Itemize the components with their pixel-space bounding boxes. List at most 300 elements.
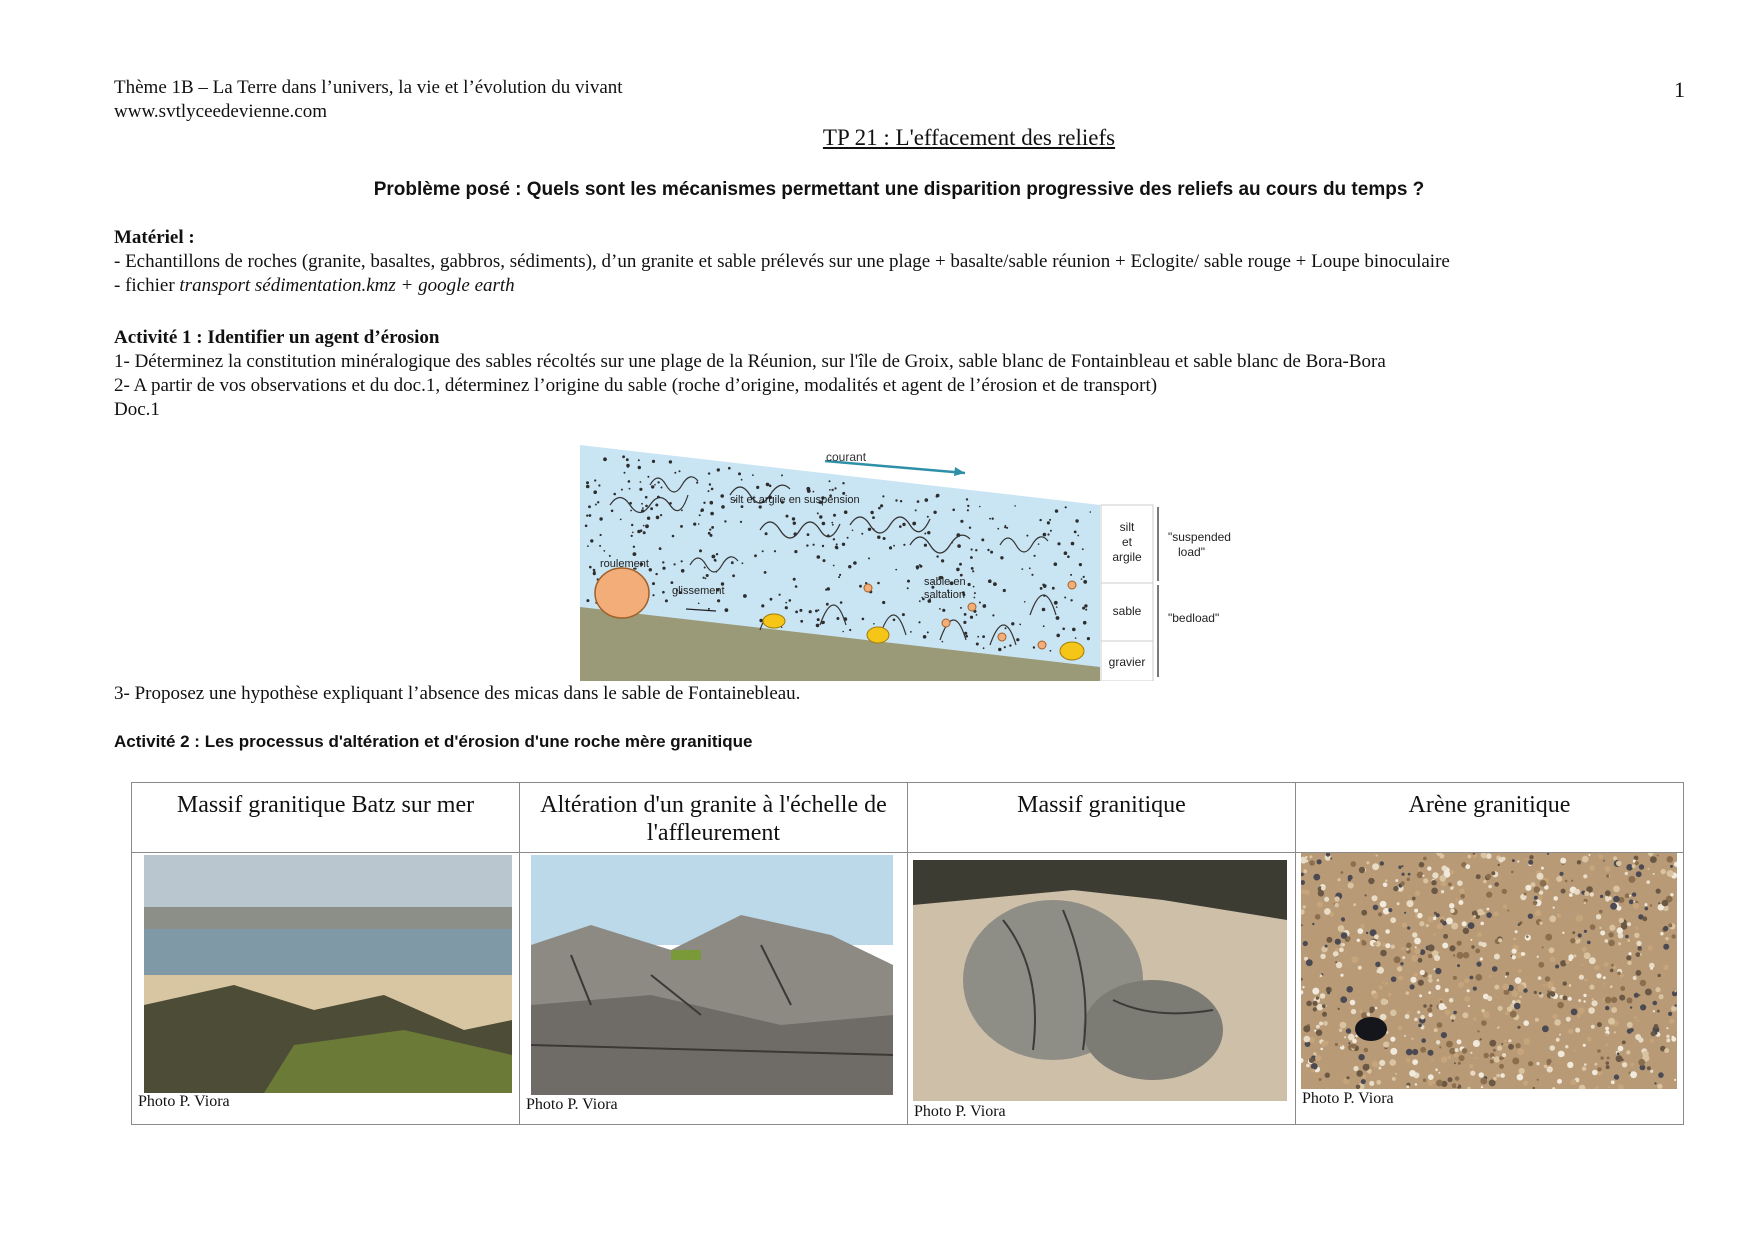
suspended-particle — [1054, 562, 1058, 566]
suspended-particle — [979, 506, 981, 508]
sand-grain — [1477, 1030, 1479, 1032]
suspended-particle — [1065, 506, 1067, 508]
sand-grain — [1364, 1048, 1369, 1053]
sand-grain — [1321, 886, 1326, 891]
sand-grain — [1665, 937, 1668, 940]
sand-grain — [1618, 942, 1621, 945]
suspended-particle — [721, 505, 725, 509]
suspended-particle — [1006, 527, 1008, 529]
sand-grain — [1306, 959, 1313, 966]
sand-grain — [1467, 989, 1470, 992]
sand-grain — [1555, 965, 1559, 969]
suspended-particle — [849, 629, 851, 631]
sand-grain — [1517, 1026, 1520, 1029]
sand-grain — [1470, 1071, 1475, 1076]
sand-grain — [1557, 1079, 1562, 1084]
sand-grain — [1428, 1080, 1431, 1083]
sand-grain — [1512, 955, 1516, 959]
suspended-particle — [839, 574, 841, 576]
sand-grain — [1414, 1018, 1418, 1022]
suspended-particle — [709, 483, 711, 485]
suspended-particle — [1056, 616, 1060, 620]
sand-grain — [1538, 962, 1544, 968]
sand-grain — [1459, 889, 1464, 894]
sand-grain — [1657, 1084, 1662, 1089]
sand-grain — [1528, 1061, 1533, 1066]
sand-grain — [1481, 1020, 1487, 1026]
sand-grain — [1335, 1043, 1338, 1046]
suspended-particle — [853, 561, 857, 565]
sand-grain — [1439, 1046, 1441, 1048]
suspended-particle — [870, 511, 873, 514]
sand-grain — [1402, 956, 1405, 959]
sand-grain — [1322, 1004, 1326, 1008]
sand-grain — [1431, 1059, 1433, 1061]
sand-grain — [1378, 1067, 1381, 1070]
suspended-particle — [756, 486, 759, 489]
suspended-particle — [633, 546, 635, 548]
photo-harbour-water — [144, 929, 512, 975]
sand-grain — [1412, 932, 1417, 937]
suspended-particle — [877, 582, 880, 585]
sand-grain — [1473, 1040, 1480, 1047]
suspended-particle — [680, 525, 683, 528]
sand-grain — [1578, 933, 1582, 937]
sand-grain — [1568, 997, 1572, 1001]
suspended-particle — [660, 514, 662, 516]
pebble — [867, 627, 889, 643]
sand-grain — [1494, 882, 1499, 887]
suspended-particle — [703, 577, 705, 579]
sand-grain — [1334, 896, 1339, 901]
sand-grain — [1313, 1001, 1318, 1006]
sand-grain — [1365, 894, 1367, 896]
sand-grain — [1504, 1044, 1507, 1047]
sand-grain — [1412, 1059, 1418, 1065]
suspended-particle — [593, 572, 596, 575]
sand-grain — [1441, 890, 1444, 893]
sand-grain — [1662, 900, 1669, 907]
sand-grain — [1372, 1061, 1379, 1068]
sand-grain — [1658, 974, 1661, 977]
sand-grain — [1415, 891, 1420, 896]
materiel-line-2-file: transport sédimentation.kmz + google earth — [179, 275, 515, 296]
sand-grain — [1376, 1080, 1381, 1085]
sand-grain — [1414, 948, 1420, 954]
suspended-particle — [861, 533, 863, 535]
sand-grain — [1565, 1045, 1568, 1048]
sand-grain — [1577, 1014, 1580, 1017]
suspended-particle — [708, 472, 710, 474]
sand-grain — [1508, 1039, 1511, 1042]
website-link[interactable]: www.svtlyceedevienne.com — [114, 101, 327, 122]
sand-grain — [1534, 886, 1540, 892]
sand-grain — [1348, 882, 1354, 888]
sand-grain — [1453, 976, 1457, 980]
sand-grain — [1551, 987, 1556, 992]
sand-grain — [1547, 1059, 1552, 1064]
sand-grain — [1590, 924, 1596, 930]
sand-grain — [1505, 976, 1507, 978]
sand-grain — [1654, 1024, 1659, 1029]
suspended-particle — [1043, 533, 1047, 537]
sand-grain — [1417, 872, 1424, 879]
sand-grain — [1568, 954, 1573, 959]
suspended-particle — [882, 601, 885, 604]
sand-grain — [1599, 927, 1601, 929]
sand-grain — [1515, 977, 1522, 984]
sand-grain — [1412, 1049, 1418, 1055]
sand-grain — [1610, 986, 1612, 988]
sand-grain — [1381, 999, 1388, 1006]
sand-grain — [1463, 928, 1469, 934]
suspended-particle — [1039, 519, 1041, 521]
suspended-particle — [971, 567, 974, 570]
suspended-particle — [969, 527, 971, 529]
suspended-particle — [761, 604, 764, 607]
sand-grain — [1406, 948, 1409, 951]
sand-grain — [1407, 878, 1410, 881]
sand-grain — [1492, 1056, 1494, 1058]
sand-grain — [1526, 935, 1529, 938]
sand-grain — [1559, 872, 1563, 876]
sand-grain — [1583, 874, 1587, 878]
sand-grain — [1436, 913, 1440, 917]
suspended-particle — [793, 578, 796, 581]
sand-grain — [1657, 855, 1659, 857]
sand-grain — [1563, 996, 1568, 1001]
sand-grain — [1639, 948, 1642, 951]
sand-grain — [1494, 1056, 1500, 1062]
sand-grain — [1512, 859, 1515, 862]
sand-grain — [1599, 855, 1603, 859]
suspended-particle — [785, 602, 787, 604]
sand-grain — [1379, 986, 1383, 990]
sand-grain — [1420, 1015, 1425, 1020]
sand-grain — [1608, 1018, 1615, 1025]
sand-grain — [1414, 973, 1418, 977]
suspended-particle — [1052, 587, 1055, 590]
sand-grain — [1508, 1044, 1514, 1050]
sand-grain — [1592, 1070, 1598, 1076]
sand-grain — [1439, 854, 1444, 859]
sand-grain — [942, 619, 950, 627]
sand-grain — [1565, 880, 1568, 883]
sand-grain — [1449, 903, 1454, 908]
suspended-particle — [983, 604, 987, 608]
sand-grain — [1346, 936, 1351, 941]
sand-grain — [1536, 1062, 1539, 1065]
sand-grain — [1440, 919, 1444, 923]
suspended-particle — [902, 613, 905, 616]
suspended-particle — [593, 569, 596, 572]
suspended-particle — [638, 459, 640, 461]
sand-grain — [1611, 997, 1617, 1003]
sand-grain — [1356, 1085, 1361, 1090]
sand-grain — [1510, 1011, 1517, 1018]
sand-grain — [1638, 994, 1640, 996]
suspended-particle — [976, 643, 979, 646]
suspended-particle — [868, 528, 871, 531]
sand-grain — [1423, 878, 1428, 883]
suspended-particle — [1050, 530, 1052, 532]
sand-grain — [1645, 903, 1648, 906]
sand-grain — [1608, 940, 1615, 947]
suspended-particle — [817, 512, 819, 514]
sand-grain — [1326, 937, 1332, 943]
sand-grain — [1481, 1086, 1483, 1088]
sand-grain — [1529, 855, 1533, 859]
suspended-particle — [1070, 599, 1072, 601]
suspended-particle — [662, 591, 665, 594]
sand-grain — [1605, 890, 1611, 896]
sand-grain — [1415, 1083, 1417, 1085]
sand-grain — [1667, 870, 1674, 877]
sand-grain — [1402, 922, 1407, 927]
suspended-particle — [681, 569, 685, 573]
suspended-particle — [655, 504, 658, 507]
sand-grain — [1544, 1065, 1547, 1068]
suspended-particle — [1083, 576, 1085, 578]
roulement-label: roulement — [600, 558, 649, 570]
sand-grain — [1621, 1058, 1624, 1061]
suspended-particle — [698, 523, 700, 525]
sand-grain — [1426, 924, 1429, 927]
suspended-particle — [842, 631, 844, 633]
sand-grain — [1583, 994, 1586, 997]
suspended-particle — [1026, 535, 1028, 537]
sand-grain — [1304, 890, 1309, 895]
sand-grain — [1645, 989, 1652, 996]
sand-grain — [1653, 1010, 1655, 1012]
sand-grain — [1597, 1049, 1601, 1053]
suspended-particle — [840, 601, 843, 604]
sand-grain — [1582, 1066, 1587, 1071]
sand-grain — [1473, 1017, 1476, 1020]
sand-grain — [1549, 947, 1555, 953]
suspended-particle — [1011, 622, 1014, 625]
sand-grain — [1538, 895, 1543, 900]
sand-grain — [1484, 1053, 1489, 1058]
suspended-particle — [900, 500, 902, 502]
suspended-particle — [681, 510, 683, 512]
sand-grain — [1642, 916, 1647, 921]
sand-grain — [1646, 880, 1650, 884]
suspended-particle — [599, 545, 601, 547]
sand-grain — [1547, 1066, 1553, 1072]
sand-grain — [1455, 1076, 1460, 1081]
sand-grain — [1626, 1050, 1630, 1054]
sand-grain — [1313, 1007, 1317, 1011]
suspended-particle — [968, 583, 971, 586]
suspended-particle — [957, 544, 961, 548]
suspended-particle — [895, 569, 897, 571]
sand-grain — [1600, 895, 1603, 898]
sand-grain — [1650, 1039, 1654, 1043]
suspended-particle — [1074, 531, 1077, 534]
sand-grain — [1600, 1056, 1603, 1059]
suspended-particle — [699, 514, 701, 516]
sand-grain — [1614, 894, 1616, 896]
suspended-particle — [1072, 628, 1076, 632]
sand-grain — [1477, 932, 1482, 937]
suspended-particle — [997, 528, 999, 530]
sand-grain — [1588, 1007, 1595, 1014]
suspended-particle — [933, 511, 936, 514]
sand-grain — [1418, 980, 1424, 986]
sand-grain — [1647, 868, 1649, 870]
sand-grain — [1388, 993, 1391, 996]
suspended-particle — [603, 550, 605, 552]
sand-grain — [1614, 1074, 1619, 1079]
sand-grain — [998, 633, 1006, 641]
suspended-particle — [712, 555, 716, 559]
sand-grain — [1366, 932, 1368, 934]
suspended-particle — [717, 468, 720, 471]
suspended-particle — [817, 618, 820, 621]
sand-grain — [1597, 1067, 1601, 1071]
sand-grain — [1617, 972, 1621, 976]
sand-grain — [1533, 901, 1538, 906]
suspended-particle — [1054, 601, 1058, 605]
suspended-particle — [965, 635, 968, 638]
suspended-particle — [1083, 621, 1087, 625]
sand-grain — [1528, 914, 1533, 919]
sand-grain — [1589, 865, 1595, 871]
sand-grain — [1311, 1063, 1318, 1070]
sand-grain — [1333, 951, 1339, 957]
pebble — [763, 614, 785, 628]
sand-grain — [1523, 1081, 1528, 1086]
sand-grain — [1393, 886, 1398, 891]
suspended-particle — [710, 501, 714, 505]
sand-grain — [1458, 900, 1463, 905]
suspended-particle — [1070, 574, 1072, 576]
suspended-particle — [789, 599, 792, 602]
suspended-particle — [786, 515, 789, 518]
sand-grain — [1420, 970, 1425, 975]
sand-grain — [1521, 952, 1525, 956]
suspended-particle — [1043, 585, 1046, 588]
suspended-particle — [705, 578, 707, 580]
sand-grain — [1607, 1057, 1610, 1060]
sand-grain — [1342, 943, 1345, 946]
sand-grain — [1609, 925, 1615, 931]
sand-grain — [1487, 908, 1490, 911]
sand-grain — [1519, 1068, 1525, 1074]
sand-grain — [1330, 857, 1332, 859]
sand-grain — [1569, 893, 1573, 897]
sand-grain — [1596, 914, 1601, 919]
suspended-particle — [848, 565, 851, 568]
sand-grain — [1563, 981, 1567, 985]
suspended-particle — [927, 531, 930, 534]
sand-grain — [1640, 953, 1642, 955]
suspended-particle — [817, 555, 821, 559]
sand-grain — [1600, 931, 1605, 936]
sand-grain — [1512, 1058, 1519, 1065]
suspended-particle — [766, 483, 770, 487]
suspended-particle — [703, 502, 705, 504]
sand-grain — [1339, 947, 1344, 952]
sand-grain — [1594, 1063, 1597, 1066]
suspended-particle — [643, 525, 645, 527]
suspended-particle — [873, 623, 875, 625]
sand-grain — [1640, 980, 1646, 986]
sand-grain — [1636, 952, 1641, 957]
suspended-particle — [877, 536, 880, 539]
sand-grain — [1579, 975, 1584, 980]
suspended-particle — [1003, 589, 1006, 592]
sand-grain — [1654, 1082, 1656, 1084]
sand-grain — [1352, 1039, 1357, 1044]
suspended-particle — [1062, 628, 1065, 631]
sand-grain — [1309, 860, 1315, 866]
suspended-particle — [959, 563, 962, 566]
sand-grain — [1603, 860, 1605, 862]
sand-grain — [1432, 872, 1438, 878]
sand-grain — [1445, 988, 1449, 992]
sand-grain — [1438, 1072, 1440, 1074]
suspended-particle — [941, 559, 944, 562]
sand-grain — [1458, 982, 1464, 988]
sand-grain — [1428, 974, 1432, 978]
sand-grain — [1316, 1025, 1320, 1029]
suspended-particle — [1083, 580, 1087, 584]
sand-grain — [1650, 967, 1653, 970]
sand-grain — [1357, 939, 1360, 942]
sand-grain — [1303, 1025, 1310, 1032]
suspended-particle — [989, 518, 991, 520]
current-label: courant — [826, 450, 867, 464]
suspended-particle — [759, 619, 762, 622]
sand-grain — [1499, 1064, 1504, 1069]
sand-grain — [1627, 1029, 1632, 1034]
suspended-particle — [912, 522, 916, 526]
photo-granite-alteration — [531, 855, 893, 1095]
suspended-particle — [923, 635, 927, 639]
sand-grain — [1457, 941, 1462, 946]
sand-grain — [1669, 1018, 1674, 1023]
suspended-particle — [630, 510, 632, 512]
suspension-label: silt et argile en suspension — [730, 494, 860, 506]
sand-grain — [1317, 901, 1323, 907]
suspended-particle — [696, 482, 698, 484]
sand-grain — [1592, 998, 1594, 1000]
sand-grain — [1603, 983, 1605, 985]
sand-grain — [1306, 1001, 1312, 1007]
current-arrow-head — [954, 467, 965, 476]
suspended-particle — [586, 515, 588, 517]
sand-grain — [1457, 880, 1463, 886]
sand-grain — [1498, 857, 1503, 862]
sand-grain — [1668, 923, 1672, 927]
sand-grain — [1525, 858, 1527, 860]
suspended-particle — [631, 524, 633, 526]
suspended-particle — [967, 509, 969, 511]
sand-grain — [1636, 871, 1642, 877]
sand-grain — [1503, 905, 1507, 909]
suspended-particle — [620, 519, 622, 521]
suspended-particle — [983, 647, 985, 649]
sand-grain — [1550, 957, 1556, 963]
photo-table — [131, 782, 1684, 1125]
sand-grain — [1380, 861, 1384, 865]
sand-grain — [1581, 964, 1583, 966]
materiel-line-2 — [114, 274, 515, 298]
sand-grain — [1556, 876, 1562, 882]
suspended-particle — [717, 599, 720, 602]
